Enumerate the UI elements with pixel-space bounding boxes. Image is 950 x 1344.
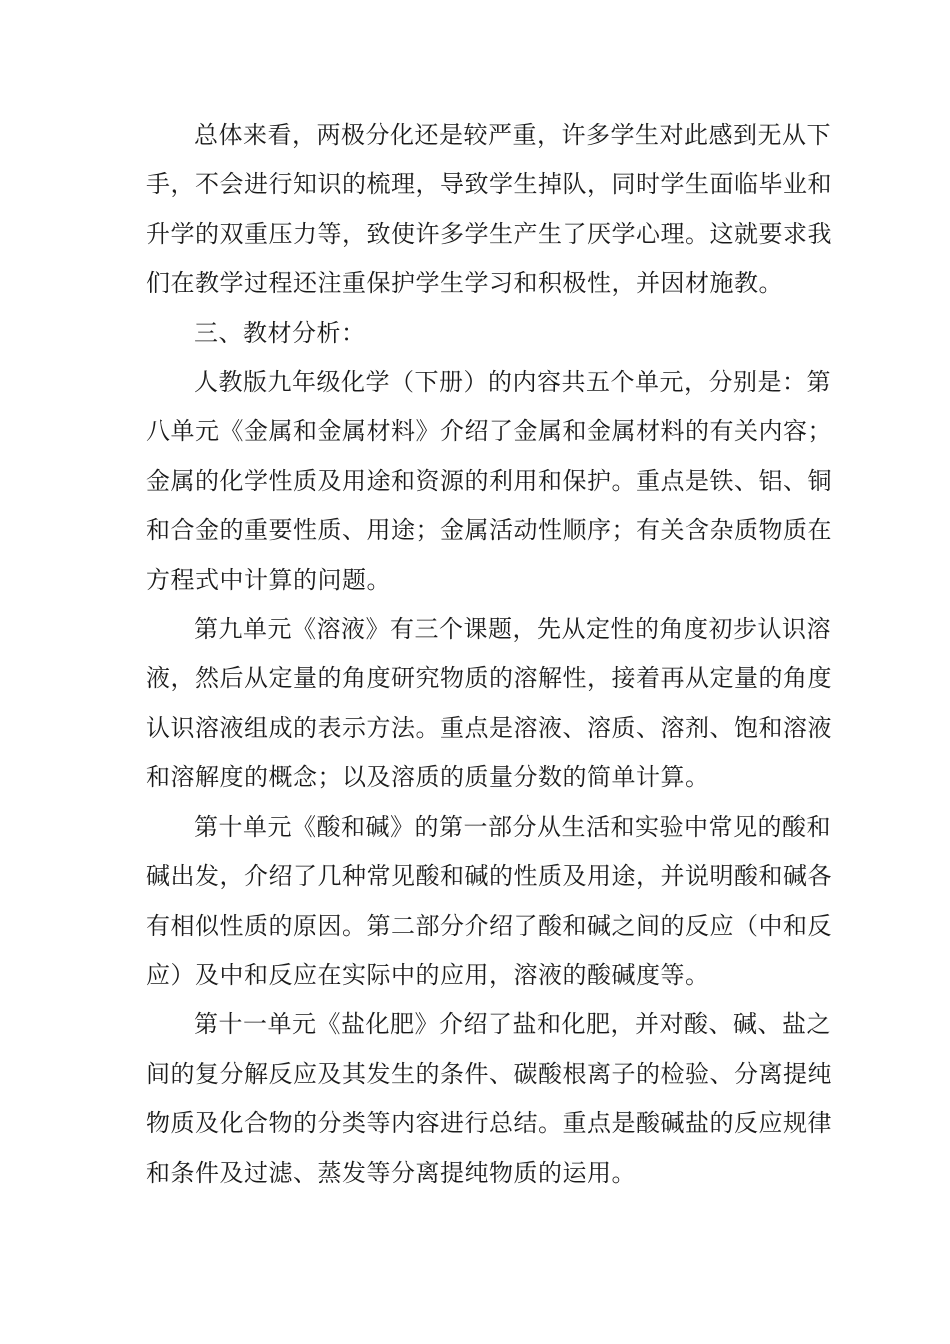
text-line: 第九单元《溶液》有三个课题，先从定性的角度初步认识溶 <box>194 615 831 644</box>
paragraph-unit-8 <box>146 358 832 605</box>
section-heading-textbook-analysis <box>146 309 806 358</box>
text-line: 升学的双重压力等，致使许多学生产生了厌学心理。这就要求我 <box>146 219 832 248</box>
text-line: 和溶解度的概念；以及溶质的质量分数的简单计算。 <box>146 763 710 792</box>
text-line: 认识溶液组成的表示方法。重点是溶液、溶质、溶剂、饱和溶液 <box>146 713 832 742</box>
text-line: 人教版九年级化学（下册）的内容共五个单元，分别是：第 <box>194 368 831 397</box>
paragraph-unit-11 <box>146 1000 832 1198</box>
text-line: 碱出发，介绍了几种常见酸和碱的性质及用途，并说明酸和碱各 <box>146 862 832 891</box>
text-line: 第十单元《酸和碱》的第一部分从生活和实验中常见的酸和 <box>194 812 831 841</box>
text-line: 总体来看，两极分化还是较严重，许多学生对此感到无从下 <box>194 121 831 149</box>
paragraph-unit-9 <box>146 605 832 803</box>
text-line: 金属的化学性质及用途和资源的利用和保护。重点是铁、铝、铜 <box>146 466 832 495</box>
text-line: 应）及中和反应在实际中的应用，溶液的酸碱度等。 <box>146 960 710 989</box>
text-line: 八单元《金属和金属材料》介绍了金属和金属材料的有关内容； <box>146 417 832 446</box>
heading-text: 三、教材分析： <box>194 318 366 347</box>
paragraph-unit-10 <box>146 803 832 1001</box>
text-line: 第十一单元《盐化肥》介绍了盐和化肥，并对酸、碱、盐之 <box>194 1010 831 1039</box>
text-line: 物质及化合物的分类等内容进行总结。重点是酸碱盐的反应规律 <box>146 1109 832 1138</box>
text-line: 方程式中计算的问题。 <box>146 565 391 594</box>
text-line: 和合金的重要性质、用途；金属活动性顺序；有关含杂质物质在 <box>146 516 832 545</box>
text-line: 手，不会进行知识的梳理，导致学生掉队，同时学生面临毕业和 <box>146 170 832 199</box>
text-line: 们在教学过程还注重保护学生学习和积极性，并因材施教。 <box>146 269 783 298</box>
paragraph-overview <box>146 111 832 309</box>
text-line: 有相似性质的原因。第二部分介绍了酸和碱之间的反应（中和反 <box>146 911 832 940</box>
text-line: 和条件及过滤、蒸发等分离提纯物质的运用。 <box>146 1158 636 1187</box>
document-body <box>146 111 832 1198</box>
text-line: 间的复分解反应及其发生的条件、碳酸根离子的检验、分离提纯 <box>146 1059 832 1088</box>
text-line: 液，然后从定量的角度研究物质的溶解性，接着再从定量的角度 <box>146 664 832 693</box>
